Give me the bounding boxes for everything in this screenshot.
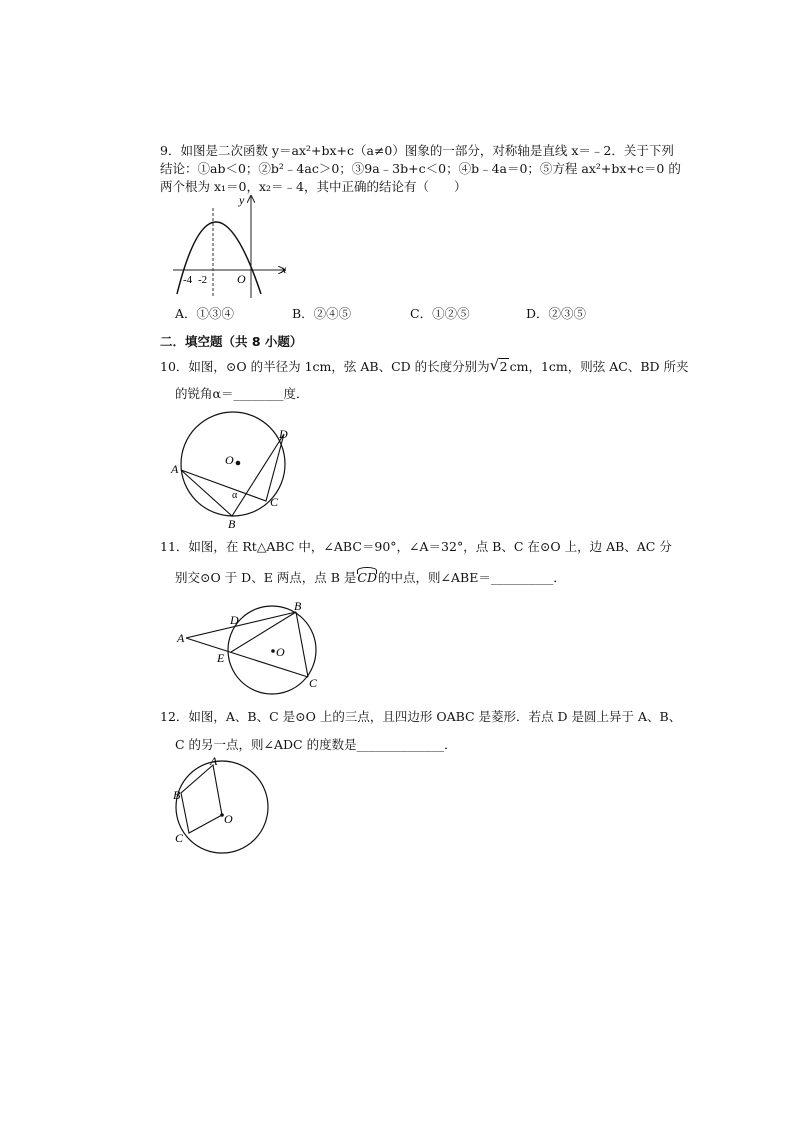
- q10-circle-figure: [168, 410, 303, 528]
- rhombus-oabc: [181, 765, 222, 833]
- q12-line-1: 12．如图，A、B、C 是⊙O 上的三点，且四边形 OABC 是菱形．若点 D 是圆上异于 A、B、: [160, 709, 682, 724]
- radical-sign: √: [489, 356, 500, 374]
- chords-ab-bd-dc-ca: [181, 434, 284, 516]
- label-d: D: [279, 427, 288, 441]
- q11-triangle-circle-figure: [172, 600, 332, 696]
- q9-line-2: 结论：①ab＜0；②b²﹣4ac＞0；③9a﹣3b+c＜0；④b﹣4a＝0；⑤方程 ax²+bx+c＝0 的: [160, 161, 681, 176]
- label-a: A: [177, 631, 185, 645]
- center-point: [271, 649, 275, 653]
- q9-option-d[interactable]: D．②③⑤: [526, 306, 587, 321]
- origin-label: O: [237, 272, 246, 286]
- y-axis-label: y: [239, 193, 245, 207]
- q9-option-b[interactable]: B．②④⑤: [292, 306, 352, 321]
- label-a: A: [210, 755, 218, 768]
- q12-rhombus-circle-figure: [170, 755, 275, 861]
- arc-symbol: [357, 567, 377, 574]
- q11-line-2-start: 别交⊙O 于 D、E 两点，点 B 是: [175, 570, 357, 585]
- side-ab: [186, 612, 296, 638]
- circle-o: [176, 761, 268, 853]
- q9-option-c[interactable]: C．①②⑤: [410, 306, 470, 321]
- q9-line-1: 9．如图是二次函数 y＝ax²+bx+c（a≠0）图象的一部分，对称轴是直线 x＝﹣2．关于下列: [160, 143, 674, 158]
- q9-parabola-graph: [165, 190, 295, 300]
- q9-line-3: 两个根为 x₁＝0，x₂＝﹣4，其中正确的结论有（ ）: [160, 179, 467, 194]
- arc-cd: [357, 570, 377, 586]
- side-ac: [186, 638, 308, 677]
- label-b: B: [228, 517, 236, 528]
- q11-line-1: 11．如图，在 Rt△ABC 中，∠ABC＝90°，∠A＝32°，点 B、C 在⊙O 上，边 AB、AC 分: [160, 539, 672, 554]
- label-o: O: [225, 453, 234, 467]
- label-o: O: [224, 812, 233, 826]
- section-2-heading: 二．填空题（共 8 小题）: [160, 334, 303, 349]
- arc-label: CD: [357, 570, 378, 585]
- label-o: O: [276, 645, 285, 659]
- q10-line-1-end: cm，1cm，则弦 AC、BD 所夹: [509, 359, 689, 374]
- q11-line-2-end: 的中点，则∠ABE＝__________．: [378, 570, 566, 585]
- x-axis-label: x: [281, 262, 287, 276]
- label-c: C: [175, 831, 184, 845]
- q12-line-2: C 的另一点，则∠ADC 的度数是______________．: [175, 737, 457, 752]
- label-d: D: [230, 613, 239, 627]
- label-alpha: α: [232, 490, 238, 501]
- q10-line-1-start: 10．如图，⊙O 的半径为 1cm，弦 AB、CD 的长度分别为: [160, 359, 490, 374]
- q10-line-1: [160, 356, 689, 375]
- q10-line-2: 的锐角α＝________度．: [175, 386, 309, 401]
- label-c: C: [270, 495, 279, 509]
- radicand: 2: [499, 359, 508, 374]
- label-e: E: [217, 651, 225, 665]
- sqrt-2: [489, 356, 509, 375]
- label-b: B: [294, 600, 302, 613]
- label-a: A: [171, 462, 179, 476]
- segment-be: [231, 612, 296, 652]
- q11-line-2: [175, 570, 566, 586]
- tick-label-minus-4: -4: [183, 274, 193, 286]
- tick-label-minus-2: -2: [198, 274, 208, 286]
- label-b: B: [173, 788, 181, 802]
- center-point: [236, 461, 241, 466]
- q9-option-a[interactable]: A．①③④: [175, 306, 235, 321]
- label-c: C: [309, 676, 318, 690]
